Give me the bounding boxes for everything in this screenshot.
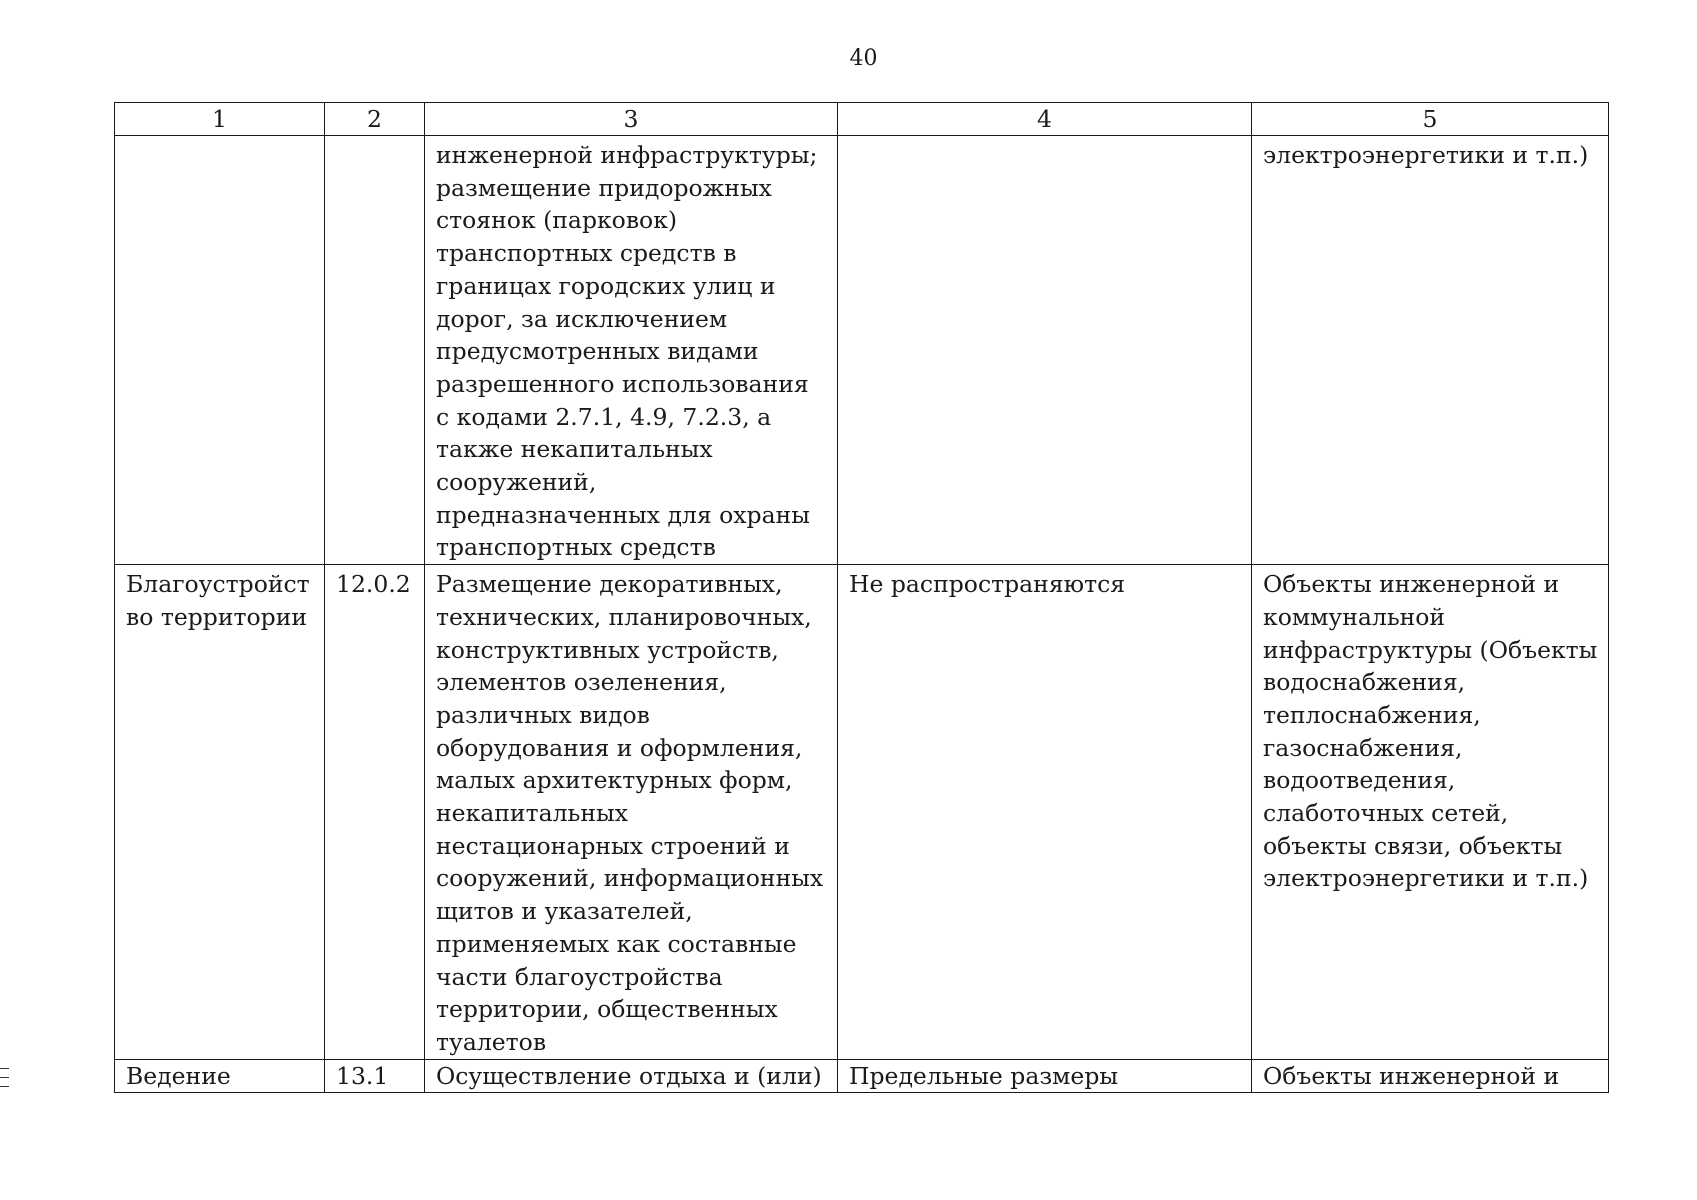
column-header-5: 5	[1252, 103, 1609, 136]
column-header-3: 3	[425, 103, 838, 136]
limit-parameters	[838, 136, 1252, 565]
column-header-2: 2	[325, 103, 425, 136]
use-type-description: Осуществление отдыха и (или)	[425, 1059, 838, 1092]
column-header-1: 1	[115, 103, 325, 136]
use-type-name	[115, 136, 325, 565]
use-type-name: Ведение	[115, 1059, 325, 1092]
table-header-row	[115, 103, 1609, 136]
use-type-code: 13.1	[325, 1059, 425, 1092]
allowed-objects: электроэнергетики и т.п.)	[1252, 136, 1609, 565]
scan-edge-line	[0, 1068, 9, 1069]
column-header-4: 4	[838, 103, 1252, 136]
limit-parameters: Предельные размеры	[838, 1059, 1252, 1092]
table-row	[115, 1059, 1609, 1092]
scan-edge-line	[0, 1086, 9, 1087]
page-number: 40	[849, 46, 878, 71]
allowed-objects: Объекты инженерной и	[1252, 1059, 1609, 1092]
allowed-objects: Объекты инженерной и коммунальной инфраструктуры (Объекты водоснабжения, теплоснабжения, газоснабжения, водоотведения, слаботочных сетей, объекты связи, объекты электроэнергетики и т.п.)	[1252, 565, 1609, 1060]
scan-edge-marks	[0, 1068, 9, 1095]
table-row	[115, 565, 1609, 1060]
use-type-code	[325, 136, 425, 565]
table-row	[115, 136, 1609, 565]
use-type-description: инженерной инфраструктуры; размещение придорожных стоянок (парковок) транспортных средств в границах городских улиц и дорог, за исключением предусмотренных видами разрешенного использования с кодами 2.7.1, 4.9, 7.2.3, а также некапитальных сооружений, предназначенных для охраны транспортных средств	[425, 136, 838, 565]
use-type-code: 12.0.2	[325, 565, 425, 1060]
limit-parameters: Не распространяются	[838, 565, 1252, 1060]
use-type-name: Благоустройство территории	[115, 565, 325, 1060]
land-use-table	[114, 102, 1609, 1093]
scan-edge-line	[0, 1077, 9, 1078]
use-type-description: Размещение декоративных, технических, планировочных, конструктивных устройств, элементов озеленения, различных видов оборудования и оформления, малых архитектурных форм, некапитальных нестационарных строений и сооружений, информационных щитов и указателей, применяемых как составные части благоустройства территории, общественных туалетов	[425, 565, 838, 1060]
